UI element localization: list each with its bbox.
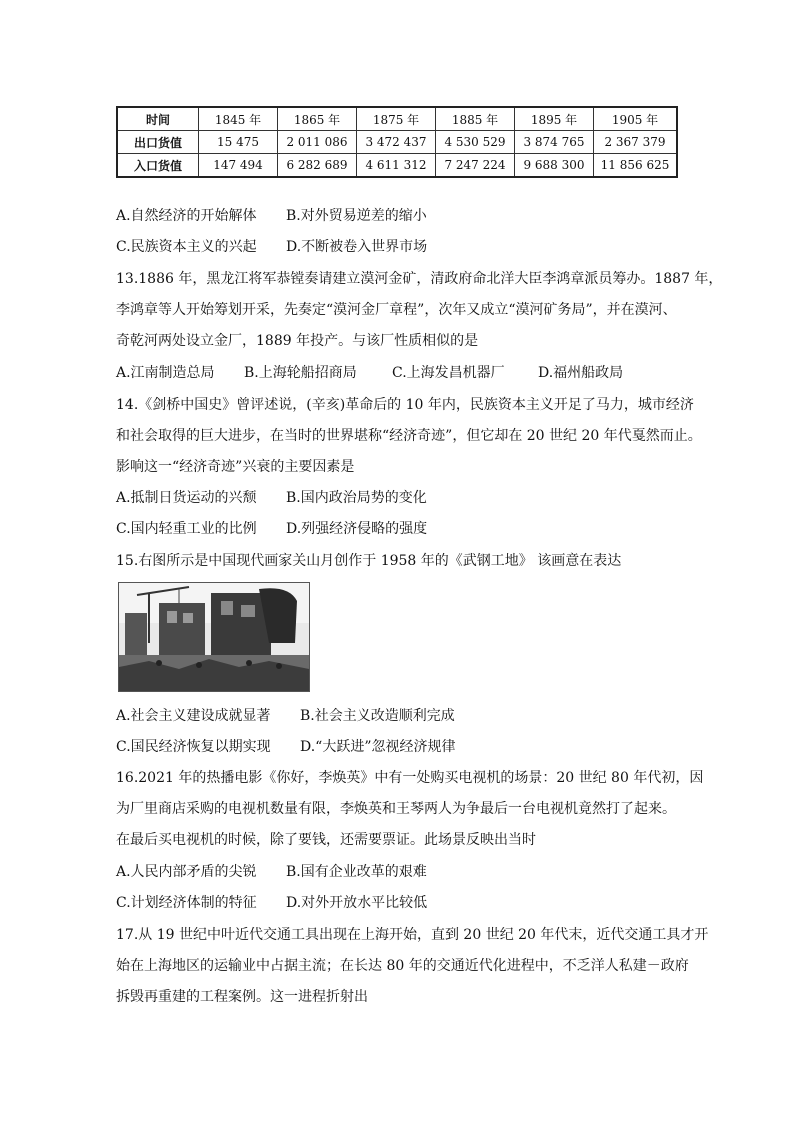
q13-stem-line: 李鸿章等人开始筹划开采，先奏定“漠河金厂章程”，次年又成立“漠河矿务局”，并在漠河、 bbox=[116, 302, 677, 318]
q15-stem-line: 15.右图所示是中国现代画家关山月创作于 1958 年的《武钢工地》 该画意在表达 bbox=[116, 553, 622, 569]
q13-option-d: D.福州船政局 bbox=[538, 365, 624, 381]
q17-stem-line: 拆毁再重建的工程案例。这一进程折射出 bbox=[116, 989, 368, 1005]
table-header-cell: 1905 年 bbox=[594, 107, 678, 131]
row-label: 出口货值 bbox=[117, 131, 199, 154]
table-header-cell: 1885 年 bbox=[436, 107, 515, 131]
table-cell: 147 494 bbox=[199, 154, 278, 178]
q17-stem-line: 始在上海地区的运输业中占据主流；在长达 80 年的交通近代化进程中，不乏洋人私建－政府 bbox=[116, 958, 689, 974]
q13-stem-line: 奇乾河两处设立金厂，1889 年投产。与该厂性质相似的是 bbox=[116, 333, 479, 349]
q15-option-b: B.社会主义改造顺利完成 bbox=[300, 708, 455, 724]
table-cell: 2 011 086 bbox=[278, 131, 357, 154]
q15-option-d: D.“大跃进”忽视经济规律 bbox=[300, 739, 456, 755]
q13-option-b: B.上海轮船招商局 bbox=[244, 365, 357, 381]
trade-value-table bbox=[116, 106, 678, 178]
table-cell: 4 530 529 bbox=[436, 131, 515, 154]
table-header-row bbox=[117, 107, 677, 131]
q16-stem-line: 16.2021 年的热播电影《你好，李焕英》中有一处购买电视机的场景：20 世纪 80 年代初，因 bbox=[116, 770, 704, 786]
table-cell: 2 367 379 bbox=[594, 131, 678, 154]
row-label: 入口货值 bbox=[117, 154, 199, 178]
q16-option-d: D.对外开放水平比较低 bbox=[286, 895, 428, 911]
q12-option-c: C.民族资本主义的兴起 bbox=[116, 239, 257, 255]
q12-option-a: A.自然经济的开始解体 bbox=[116, 208, 257, 224]
table-cell: 7 247 224 bbox=[436, 154, 515, 178]
table-row-import bbox=[117, 154, 677, 178]
q13-option-c: C.上海发昌机器厂 bbox=[392, 365, 505, 381]
q14-stem-line: 和社会取得的巨大进步，在当时的世界堪称“经济奇迹”，但它却在 20 世纪 20 年代戛然而止。 bbox=[116, 428, 702, 444]
table-cell: 3 874 765 bbox=[515, 131, 594, 154]
table-header-cell: 1895 年 bbox=[515, 107, 594, 131]
q14-stem-line: 14.《剑桥中国史》曾评述说，(辛亥)革命后的 10 年内，民族资本主义开足了马力，城市经济 bbox=[116, 397, 694, 413]
q15-option-c: C.国民经济恢复以期实现 bbox=[116, 739, 271, 755]
painting-illustration bbox=[119, 583, 309, 691]
q16-option-c: C.计划经济体制的特征 bbox=[116, 895, 257, 911]
table-cell: 15 475 bbox=[199, 131, 278, 154]
q12-option-b: B.对外贸易逆差的缩小 bbox=[286, 208, 427, 224]
q13-stem-line: 13.1886 年，黑龙江将军恭镗奏请建立漠河金矿，清政府命北洋大臣李鸿章派员筹办。1887 年， bbox=[116, 271, 723, 287]
q14-option-d: D.列强经济侵略的强度 bbox=[286, 521, 428, 537]
q16-option-b: B.国有企业改革的艰难 bbox=[286, 864, 427, 880]
table-cell: 4 611 312 bbox=[357, 154, 436, 178]
q14-option-b: B.国内政治局势的变化 bbox=[286, 490, 427, 506]
q15-option-a: A.社会主义建设成就显著 bbox=[116, 708, 271, 724]
q14-option-a: A.抵制日货运动的兴颓 bbox=[116, 490, 257, 506]
q16-stem-line: 在最后买电视机的时候，除了要钱，还需要票证。此场景反映出当时 bbox=[116, 832, 536, 848]
table-cell: 6 282 689 bbox=[278, 154, 357, 178]
table-cell: 9 688 300 bbox=[515, 154, 594, 178]
table-row-export bbox=[117, 131, 677, 154]
q13-option-a: A.江南制造总局 bbox=[116, 365, 215, 381]
q16-stem-line: 为厂里商店采购的电视机数量有限，李焕英和王琴两人为争最后一台电视机竟然打了起来。 bbox=[116, 801, 676, 817]
q14-stem-line: 影响这一“经济奇迹”兴衰的主要因素是 bbox=[116, 459, 355, 475]
table-header-cell: 1865 年 bbox=[278, 107, 357, 131]
q12-option-d: D.不断被卷入世界市场 bbox=[286, 239, 428, 255]
table-header-cell: 时间 bbox=[117, 107, 199, 131]
q16-option-a: A.人民内部矛盾的尖锐 bbox=[116, 864, 257, 880]
wugang-painting-image bbox=[118, 582, 310, 692]
table-header-cell: 1875 年 bbox=[357, 107, 436, 131]
trade-table-wrapper bbox=[116, 106, 678, 178]
q17-stem-line: 17.从 19 世纪中叶近代交通工具出现在上海开始，直到 20 世纪 20 年代末，近代交通工具才开 bbox=[116, 927, 709, 943]
q14-option-c: C.国内轻重工业的比例 bbox=[116, 521, 257, 537]
table-header-cell: 1845 年 bbox=[199, 107, 278, 131]
table-cell: 11 856 625 bbox=[594, 154, 678, 178]
table-cell: 3 472 437 bbox=[357, 131, 436, 154]
